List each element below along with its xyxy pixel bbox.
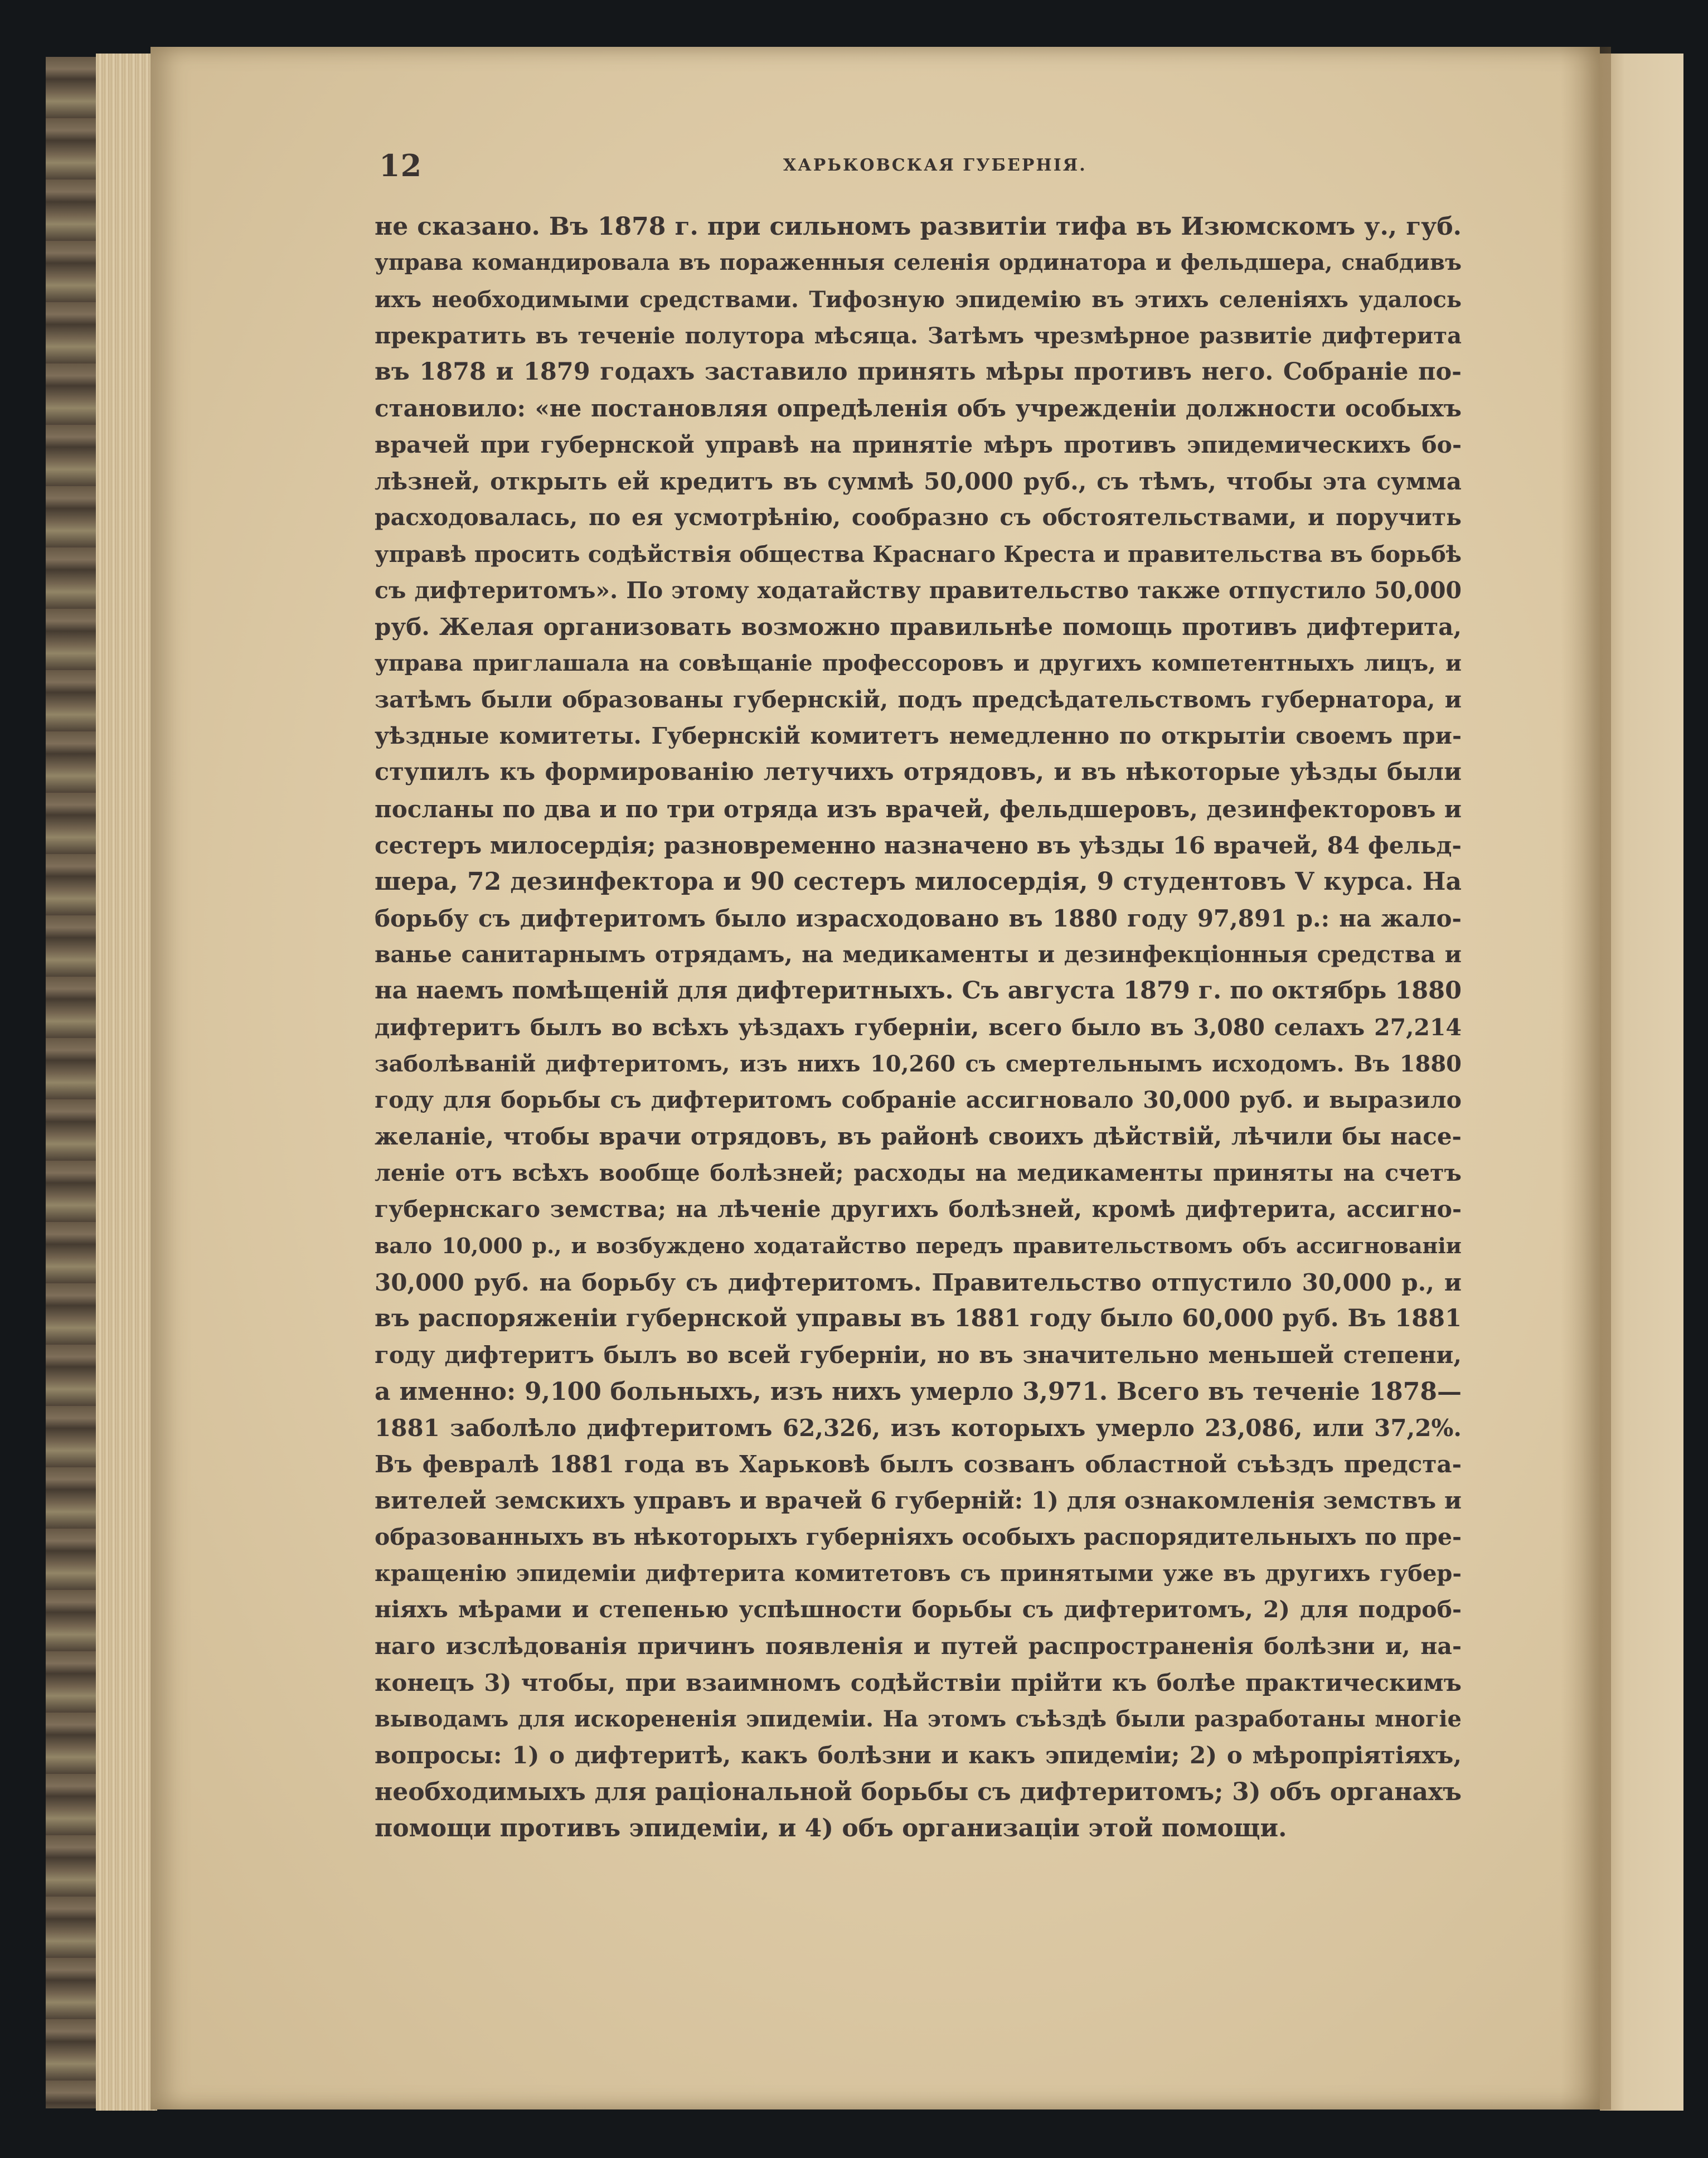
- text-line: управа командировала въ пораженныя селенія ординатора и фельдшера, снабдивъ: [375, 250, 1462, 276]
- gutter-shadow: [1561, 47, 1611, 2109]
- text-line: году для борьбы съ дифтеритомъ собраніе ассигновало 30,000 руб. и выразило: [375, 1087, 1462, 1114]
- text-line: ихъ необходимыми средствами. Тифозную эпидемію въ этихъ селеніяхъ удалось: [375, 286, 1462, 313]
- text-line: необходимыхъ для раціональной борьбы съ дифтеритомъ; 3) объ органахъ: [375, 1777, 1462, 1806]
- text-line: губернскаго земства; на лѣченіе другихъ болѣзней, кромѣ дифтерита, ассигно-: [375, 1196, 1462, 1223]
- text-line: кращенію эпидеміи дифтерита комитетовъ съ принятыми уже въ другихъ губер-: [375, 1560, 1462, 1587]
- text-line: ступилъ къ формированію летучихъ отрядовъ, и въ нѣкоторые уѣзды были: [375, 758, 1462, 787]
- page-number: 12: [379, 148, 423, 183]
- text-line: образованныхъ въ нѣкоторыхъ губерніяхъ особыхъ распорядительныхъ по пре-: [375, 1523, 1462, 1550]
- text-line: шера, 72 дезинфектора и 90 сестеръ милосердія, 9 студентовъ Ⅴ курса. На: [375, 867, 1462, 896]
- text-line: заболѣваній дифтеритомъ, изъ нихъ 10,260 съ смертельнымъ исходомъ. Въ 1880: [375, 1050, 1462, 1077]
- text-line: лѣзней, открыть ей кредитъ въ суммѣ 50,000 руб., съ тѣмъ, чтобы эта сумма: [375, 468, 1462, 496]
- text-line: управа приглашала на совѣщаніе профессоровъ и другихъ компетентныхъ лицъ, и: [375, 650, 1462, 676]
- text-line: помощи противъ эпидеміи, и 4) объ организаціи этой помощи.: [375, 1814, 1287, 1843]
- text-line: ванье санитарнымъ отрядамъ, на медикаменты и дезинфекціонныя средства и: [375, 940, 1462, 968]
- text-line: вало 10,000 р., и возбуждено ходатайство передъ правительствомъ объ ассигнованіи: [375, 1233, 1462, 1259]
- text-line: наго изслѣдованія причинъ появленія и путей распространенія болѣзни и, на-: [375, 1632, 1462, 1660]
- text-line: становило: «не постановляя опредѣленія объ учрежденіи должности особыхъ: [375, 395, 1462, 423]
- text-line: въ 1878 и 1879 годахъ заставило принять мѣры противъ него. Собраніе по-: [375, 358, 1462, 386]
- text-line: врачей при губернской управѣ на принятіе мѣръ противъ эпидемическихъ бо-: [375, 431, 1462, 458]
- page-header: [379, 148, 1550, 187]
- text-line: желаніе, чтобы врачи отрядовъ, въ районѣ своихъ дѣйствій, лѣчили бы насе-: [375, 1123, 1462, 1151]
- text-line: а именно: 9,100 больныхъ, изъ нихъ умерло 3,971. Всего въ теченіе 1878—: [375, 1377, 1462, 1406]
- text-line: дифтеритъ былъ во всѣхъ уѣздахъ губерніи, всего было въ 3,080 селахъ 27,214: [375, 1013, 1462, 1041]
- text-line: вопросы: 1) о дифтеритѣ, какъ болѣзни и какъ эпидеміи; 2) о мѣропріятіяхъ,: [375, 1742, 1462, 1769]
- text-line: уѣздные комитеты. Губернскій комитетъ немедленно по открытіи своемъ при-: [375, 722, 1462, 750]
- text-line: борьбу съ дифтеритомъ было израсходовано въ 1880 году 97,891 р.: на жало-: [375, 904, 1462, 932]
- text-line: управѣ просить содѣйствія общества Краснаго Креста и правительства въ борьбѣ: [375, 541, 1462, 568]
- facing-page-edge: [1600, 54, 1683, 2111]
- text-line: сестеръ милосердія; разновременно назначено въ уѣзды 16 врачей, 84 фельд-: [375, 832, 1462, 860]
- text-line: 1881 заболѣло дифтеритомъ 62,326, изъ которыхъ умерло 23,086, или 37,2%.: [375, 1414, 1462, 1442]
- running-title: ХАРЬКОВСКАЯ ГУБЕРНІЯ.: [783, 156, 1087, 175]
- text-line: вителей земскихъ управъ и врачей 6 губерній: 1) для ознакомленія земствъ и: [375, 1487, 1462, 1515]
- text-line: руб. Желая организовать возможно правильнѣе помощь противъ дифтерита,: [375, 613, 1462, 641]
- text-line: затѣмъ были образованы губернскій, подъ предсѣдательствомъ губернатора, и: [375, 686, 1462, 713]
- page-edges: [96, 54, 157, 2111]
- text-line: Въ февралѣ 1881 года въ Харьковѣ былъ созванъ областной съѣздъ предста-: [375, 1451, 1462, 1478]
- body-text: [375, 208, 1462, 1846]
- text-line: съ дифтеритомъ». По этому ходатайству правительство также отпустило 50,000: [375, 576, 1462, 604]
- text-line: на наемъ помѣщеній для дифтеритныхъ. Съ августа 1879 г. по октябрь 1880: [375, 977, 1462, 1005]
- text-line: прекратить въ теченіе полутора мѣсяца. Затѣмъ чрезмѣрное развитіе дифтерита: [375, 322, 1462, 349]
- text-line: году дифтеритъ былъ во всей губерніи, но въ значительно меньшей степени,: [375, 1341, 1462, 1369]
- text-line: выводамъ для искорененія эпидеміи. На этомъ съѣздѣ были разработаны многіе: [375, 1706, 1462, 1733]
- text-line: ніяхъ мѣрами и степенью успѣшности борьбы съ дифтеритомъ, 2) для подроб-: [375, 1596, 1462, 1623]
- book-binding: [46, 57, 96, 2108]
- text-line: леніе отъ всѣхъ вообще болѣзней; расходы на медикаменты приняты на счетъ: [375, 1159, 1462, 1186]
- text-line: конецъ 3) чтобы, при взаимномъ содѣйствіи прійти къ болѣе практическимъ: [375, 1669, 1462, 1696]
- text-line: не сказано. Въ 1878 г. при сильномъ развитіи тифа въ Изюмскомъ у., губ.: [375, 212, 1462, 241]
- text-line: посланы по два и по три отряда изъ врачей, фельдшеровъ, дезинфекторовъ и: [375, 795, 1462, 823]
- text-line: въ распоряженіи губернской управы въ 1881 году было 60,000 руб. Въ 1881: [375, 1304, 1462, 1332]
- text-line: 30,000 руб. на борьбу съ дифтеритомъ. Правительство отпустило 30,000 р., и: [375, 1268, 1462, 1296]
- text-line: расходовалась, по ея усмотрѣнію, сообразно съ обстоятельствами, и поручить: [375, 504, 1462, 531]
